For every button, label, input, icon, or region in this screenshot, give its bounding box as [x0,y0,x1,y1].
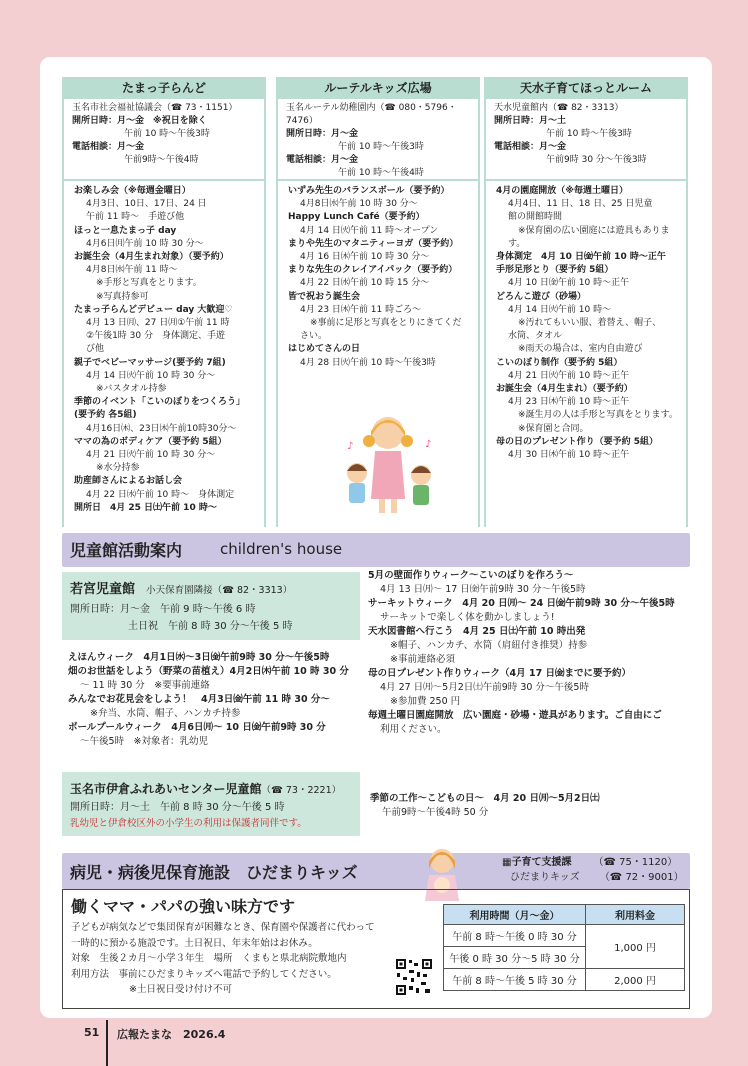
info-line: 開所日時：月～金 ※祝日を除く [72,116,207,126]
event-line: 季節の工作～こどもの日～ 4月 20 日㈪～5月2日㈯ [370,793,600,804]
event-line: 水筒、タオル [508,331,563,342]
contact-tel: （☎ 72・9001） [599,872,684,883]
event-line: ※保育園の広い園庭には遊具もありま [518,225,670,236]
event-line: ほっと一息たまっ子 day [74,225,177,236]
event-line: たまっ子らんどデビュー day 大歓迎♡ [74,304,233,315]
tamakko-info [64,99,264,181]
info-line: 開所日時：月～土 [494,116,567,126]
event-line: 館の開館時間 [508,212,563,223]
info-line: 午前 10 時～午後3時 [124,129,210,139]
event-line: 畑のお世話をしよう（野菜の苗植え）4月2日㈭午前 10 時 30 分 [68,666,349,677]
event-line: お楽しみ会（※毎週金曜日） [74,186,191,196]
hidamari-text [71,920,375,998]
event-line: こいのぼり制作（要予約 5組） [496,357,623,368]
event-line: 季節のイベント「こいのぼりをつくろう」 [74,397,246,408]
ikura-events [370,792,690,820]
table-cell: 午前 8 時～午後 5 時 30 分 [444,969,586,991]
info-line: 午前 10 時～午後3時 [546,129,632,139]
event-line: 4月4日、11 日、18 日、25 日児童 [508,199,653,210]
text-line: 利用方法 事前にひだまりキッズへ電話で予約してください。 [71,968,337,980]
wakamiya-sub: 小天保育園隣接（☎ 82・3313） [146,585,293,596]
wakamiya-events-right [368,569,690,737]
event-line: (要予約 各5組) [74,410,137,421]
event-line: 4月 23 日㈭午前 11 時ごろ～ [300,304,422,315]
table-header: 利用料金 [586,905,685,925]
info-line: 午前9時～午後4時 [124,155,199,165]
event-line: 母の日プレゼント作りウィーク（4月 17 日㈮までに要予約） [368,668,631,679]
info-line: 午前 10 時～午後3時 [338,142,424,152]
event-line: 4月 13 日㈪～ 17 日㈮午前9時 30 分～午後5時 [380,584,586,595]
event-line: 4月 21 日㈫午前 10 時 30 分～ [86,450,216,461]
event-line: 4月 27 日㈪～5月2日㈯午前9時 30 分～午後5時 [380,682,589,693]
table-cell: 2,000 円 [586,969,685,991]
event-line: 皆で祝おう誕生会 [288,291,361,302]
event-line: 4月 14 日㈫午前 11 時～オープン [300,225,439,236]
contact-tel: （☎ 75・1120） [593,857,678,868]
childrens-house-banner [62,533,690,567]
event-line: ※手形と写真をとります。 [96,278,202,289]
event-line: ※参加費 250 円 [390,696,461,707]
event-line: まりや先生のマタニティーヨガ（要予約） [288,238,459,249]
amami-column [484,77,688,527]
section-title-en: children's house [220,540,343,558]
event-line: サーキットで楽しく体を動かしましょう! [380,612,555,623]
event-line: お誕生会（4月生まれ）（要予約） [496,384,633,395]
event-line: ※保育園と合同。 [518,423,589,434]
amami-title: 天水子育てほっとルーム [486,77,686,99]
event-line: ※バスタオル持参 [96,384,167,395]
text-line: ※土日祝日受け付け不可 [129,984,232,995]
event-line: 4月 16 日㈭午前 10 時 30 分～ [300,252,430,263]
event-line: えほんウィーク 4月1日㈬～3日㈮午前9時 30 分～午後5時 [68,652,330,663]
event-line: 親子でベビーマッサージ(要予約 7組) [74,357,226,368]
wakamiya-hours: 土日祝 午前 8 時 30 分～午後 5 時 [128,621,293,632]
event-line: ※誕生月の人は手形と写真をとります。 [518,410,678,421]
event-line: 4月16日㈭、23日㈭午前10時30分～ [86,423,237,434]
event-line: 毎週土曜日園庭開放 広い園庭・砂場・遊具があります。ご自由にご [368,710,662,721]
ikura-note: 乳幼児と伊倉校区外の小学生の利用は保護者同伴です。 [70,818,307,829]
lutheran-title: ルーテルキッズ広場 [278,77,478,99]
event-line: び他 [86,344,105,355]
event-line: 4月8日㈬午前 11 時～ [86,265,178,276]
lutheran-info [278,99,478,181]
footer-divider [106,1020,108,1066]
event-line: 4月 28 日㈫午前 10 時～午後3時 [300,357,436,368]
contact-label: ▦子育て支援課 [502,857,572,868]
event-line: ※写真持参可 [96,291,149,302]
svg-text:♪: ♪ [425,439,432,450]
ikura-hours: 開所日時：月～土 午前 8 時 30 分～午後 5 時 [70,802,285,813]
info-line: 電話相談：月～金 [286,155,359,165]
event-line: 4月8日㈬午前 10 時 30 分～ [300,199,418,210]
text-line: 対象 生後２カ月～小学３年生 場所 くまもと県北病院敷地内 [71,953,347,964]
event-line: いずみ先生のバランスボール（要予約） [288,186,450,196]
info-line: 電話相談：月～金 [72,142,145,152]
event-line: 利用ください。 [380,724,447,735]
text-line: 一時的に預かる施設です。土日祝日、年末年始はお休み。 [71,937,318,949]
event-line: お誕生会（4月生まれ対象）（要予約） [74,252,229,263]
event-line: みんなでお花見会をしよう！ 4月3日㈮午前 11 時 30 分～ [68,694,330,705]
table-cell: 1,000 円 [586,925,685,969]
amami-events [486,181,686,462]
event-line: さい。 [300,331,328,342]
event-line: 4月 22 日㈬午前 10 時 15 分～ [300,278,430,289]
tamakko-column [62,77,266,527]
event-line: 5月の壁面作りウィーク～こいのぼりを作ろう～ [368,570,574,581]
info-line: 午前 10 時～午後4時 [338,168,424,178]
info-line: 午前9時 30 分～午後3時 [546,155,647,165]
event-line: 4月 13 日㈪、27 日㈪①午前 11 時 [86,318,230,329]
event-line: サーキットウィーク 4月 20 日㈪～ 24 日㈮午前9時 30 分～午後5時 [368,598,675,609]
table-cell: 午前 8 時～午後 0 時 30 分 [444,925,586,947]
event-line: ※汚れてもいい服、着替え、帽子、 [518,318,662,329]
event-line: 4月 30 日㈭午前 10 時～正午 [508,450,630,461]
event-line: ※水分持参 [96,463,140,474]
hidamari-banner [62,853,690,889]
lutheran-events [278,181,478,370]
event-line: 母の日のプレゼント作り（要予約 5組） [496,436,659,447]
event-line: 4月 21 日㈫午前 10 時～正午 [508,370,630,381]
event-line: す。 [508,238,526,249]
event-line: ボールプールウィーク 4月6日㈪～ 10 日㈮午前9時 30 分 [68,722,326,733]
event-line: ※雨天の場合は、室内自由遊び [518,344,643,355]
event-line: 4月 10 日㈮午前 10 時～正午 [508,278,630,289]
hidamari-contacts [502,855,684,885]
event-line: ※事前連絡必須 [390,654,455,665]
event-line: ※事前に足形と写真をとりにきてくだ [310,318,462,329]
amami-info [486,99,686,181]
table-cell: 午後 0 時 30 分～5 時 30 分 [444,947,586,969]
ikura-title: 玉名市伊倉ふれあいセンター児童館 [70,782,262,796]
lutheran-column [276,77,480,527]
event-line: 助産師さんによるお話し会 [74,476,183,487]
event-line: はじめてさんの日 [288,344,361,355]
contact-label: ひだまりキッズ [510,872,580,883]
event-line: 4月6日㈪午前 10 時 30 分～ [86,238,204,249]
event-line: ～ 11 時 30 分 ※要事前連絡 [80,680,210,691]
event-line: 午前 11 時～ 手遊び他 [86,212,185,223]
event-line: Happy Lunch Café（要予約） [288,212,425,223]
event-line: まりな先生のクレイアイパック（要予約） [288,265,458,276]
mother-children-illustration [333,407,443,517]
event-line: 午前9時～午後4時 50 分 [382,807,489,818]
wakamiya-box [62,572,360,640]
info-line: 開所日時：月～金 [286,129,359,139]
hidamari-headline: 働くママ・パパの強い味方です [71,897,296,916]
info-line: 玉名ルーテル幼稚園内（☎ 080・5796・7476） [286,103,457,126]
qr-code [395,958,433,996]
event-line: 手形足形とり（要予約 5組） [496,265,614,276]
wakamiya-events [68,651,360,749]
event-line: ～午後5時 ※対象者：乳幼児 [80,736,209,747]
hidamari-box [62,889,690,1009]
wakamiya-title: 若宮児童館 [70,582,136,597]
svg-text:♪: ♪ [347,441,354,452]
info-line: 電話相談：月～金 [494,142,567,152]
fee-table [443,904,685,991]
text-line: 子どもが病気などで集団保育が困難なとき、保育園や保護者に代わって [71,922,375,933]
event-line: どろんこ遊び（砂場） [496,291,587,302]
info-line: 玉名市社会福祉協議会（☎ 73・1151） [72,103,238,113]
event-line: 4月 14 日㈫午前 10 時～ [508,304,612,315]
event-line: 4月 22 日㈬午前 10 時～ 身体測定 [86,489,235,500]
event-line: ママの為のボディケア（要予約 5組） [74,436,227,447]
event-line: ②午後1時 30 分 身体測定、手遊 [86,331,225,342]
table-header: 利用時間（月～金） [444,905,586,925]
publication-name: 広報たまな 2026.4 [117,1028,226,1041]
event-line: 4月 23 日㈭午前 10 時～正午 [508,397,630,408]
section-title: 児童館活動案内 [70,541,183,560]
event-line: 4月3日、10日、17日、24 日 [86,199,207,210]
ikura-tel: （☎ 73・2221） [261,785,342,796]
tamakko-events [64,181,264,515]
wakamiya-hours: 開所日時：月～金 午前 9 時～午後 6 時 [70,604,256,615]
hidamari-title: 病児・病後児保育施設 ひだまりキッズ [70,863,358,882]
tamakko-title: たまっ子らんど [64,77,264,99]
event-line: 開所日 4月 25 日㈯午前 10 時～ [74,502,217,513]
event-line: 4月の園庭開放（※毎週土曜日） [496,186,629,196]
info-line: 天水児童館内（☎ 82・3313） [494,103,624,113]
ikura-box [62,772,360,836]
event-line: 身体測定 4月 10 日㈮午前 10 時～正午 [496,252,666,263]
page-number: 51 [84,1026,100,1039]
event-line: ※帽子、ハンカチ、水筒（肩紐付き推奨）持参 [390,640,588,651]
event-line: 天水図書館へ行こう 4月 25 日㈯午前 10 時出発 [368,626,586,637]
event-line: 4月 14 日㈫午前 10 時 30 分～ [86,370,216,381]
event-line: ※弁当、水筒、帽子、ハンカチ持参 [90,708,241,719]
